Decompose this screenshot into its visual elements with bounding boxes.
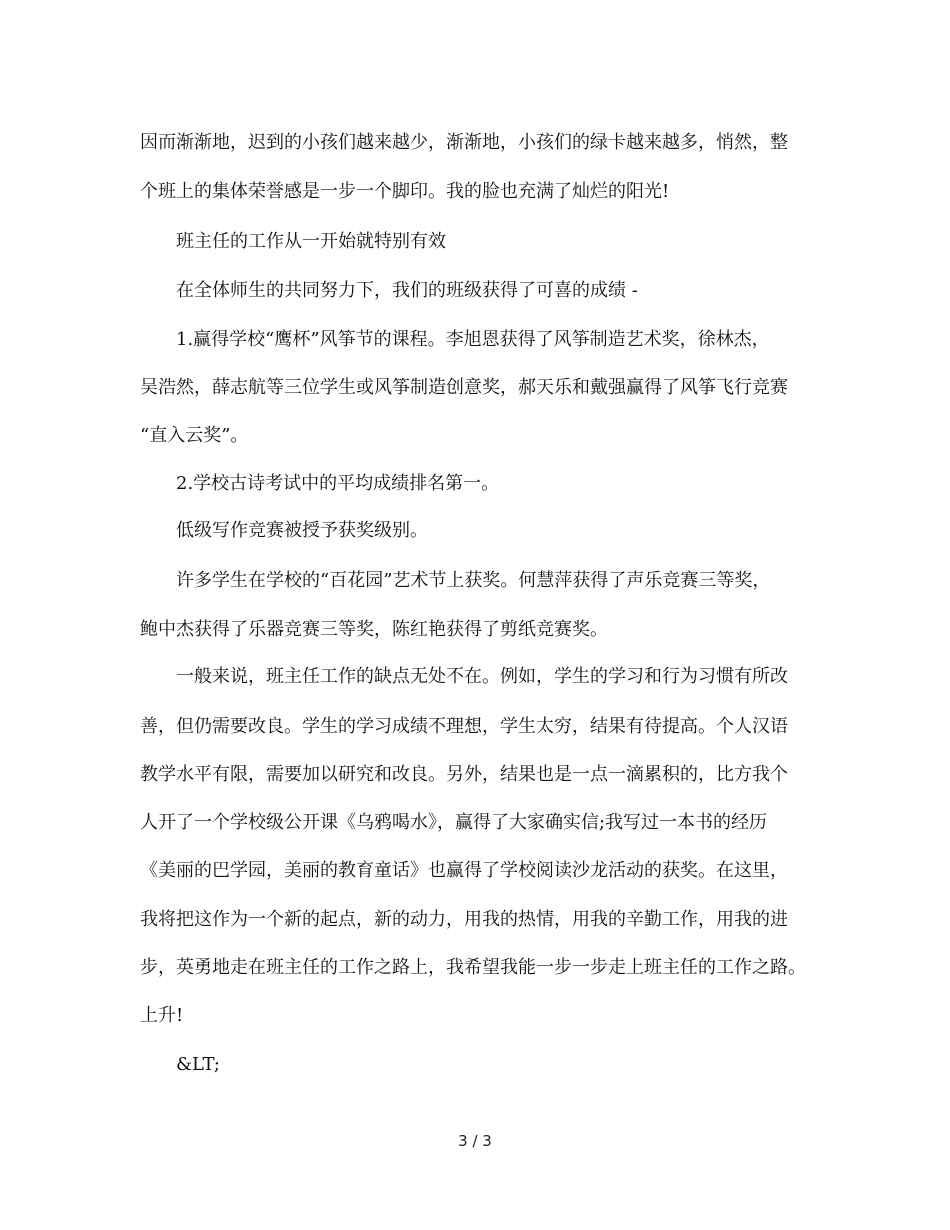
paragraph-line: 因而渐渐地，迟到的小孩们越来越少，渐渐地，小孩们的绿卡越来越多，悄然，整 (140, 132, 788, 153)
paragraph-line: 步，英勇地走在班主任的工作之路上，我希望我能一步一步走上班主任的工作之路。 (140, 957, 806, 978)
paragraph-line: 教学水平有限，需要加以研究和改良。另外，结果也是一点一滴累积的，比方我个 (140, 764, 788, 785)
paragraph-line: 吴浩然，薛志航等三位学生或风筝制造创意奖，郝天乐和戴强赢得了风筝飞行竞赛 (140, 377, 788, 398)
paragraph-line: 善，但仍需要改良。学生的学习成绩不理想，学生太穷，结果有待提高。个人汉语 (140, 716, 788, 737)
page-number: 3 / 3 (458, 1132, 492, 1150)
paragraph-line: 个班上的集体荣誉感是一步一个脚印。我的脸也充满了灿烂的阳光! (140, 181, 670, 202)
paragraph-line: 鲍中杰获得了乐器竞赛三等奖，陈红艳获得了剪纸竞赛奖。 (140, 619, 608, 640)
paragraph-line: “直入云奖”。 (140, 425, 249, 446)
paragraph-line: 低级写作竞赛被授予获奖级别。 (176, 520, 428, 541)
paragraph-line: 上升! (140, 1005, 184, 1026)
paragraph-line: 我将把这作为一个新的起点，新的动力，用我的热情，用我的辛勤工作，用我的进 (140, 909, 788, 930)
paragraph-line: 班主任的工作从一开始就特别有效 (176, 231, 446, 252)
paragraph-line: &LT; (176, 1054, 220, 1075)
paragraph-line: 人开了一个学校级公开课《乌鸦喝水》，赢得了大家确实信;我写过一本书的经历 (140, 812, 768, 833)
paragraph-line: 《美丽的巴学园，美丽的教育童话》也赢得了学校阅读沙龙活动的获奖。在这里， (140, 860, 788, 881)
paragraph-line: 在全体师生的共同努力下，我们的班级获得了可喜的成绩 - (176, 280, 638, 301)
paragraph-line: 一般来说，班主任工作的缺点无处不在。例如，学生的学习和行为习惯有所改 (176, 666, 788, 687)
paragraph-line: 1.赢得学校“鹰杯”风筝节的课程。李旭恩获得了风筝制造艺术奖，徐林杰， (176, 329, 770, 350)
paragraph-line: 许多学生在学校的“百花园”艺术节上获奖。何慧萍获得了声乐竞赛三等奖， (176, 570, 771, 591)
paragraph-line: 2.学校古诗考试中的平均成绩排名第一。 (176, 473, 500, 494)
